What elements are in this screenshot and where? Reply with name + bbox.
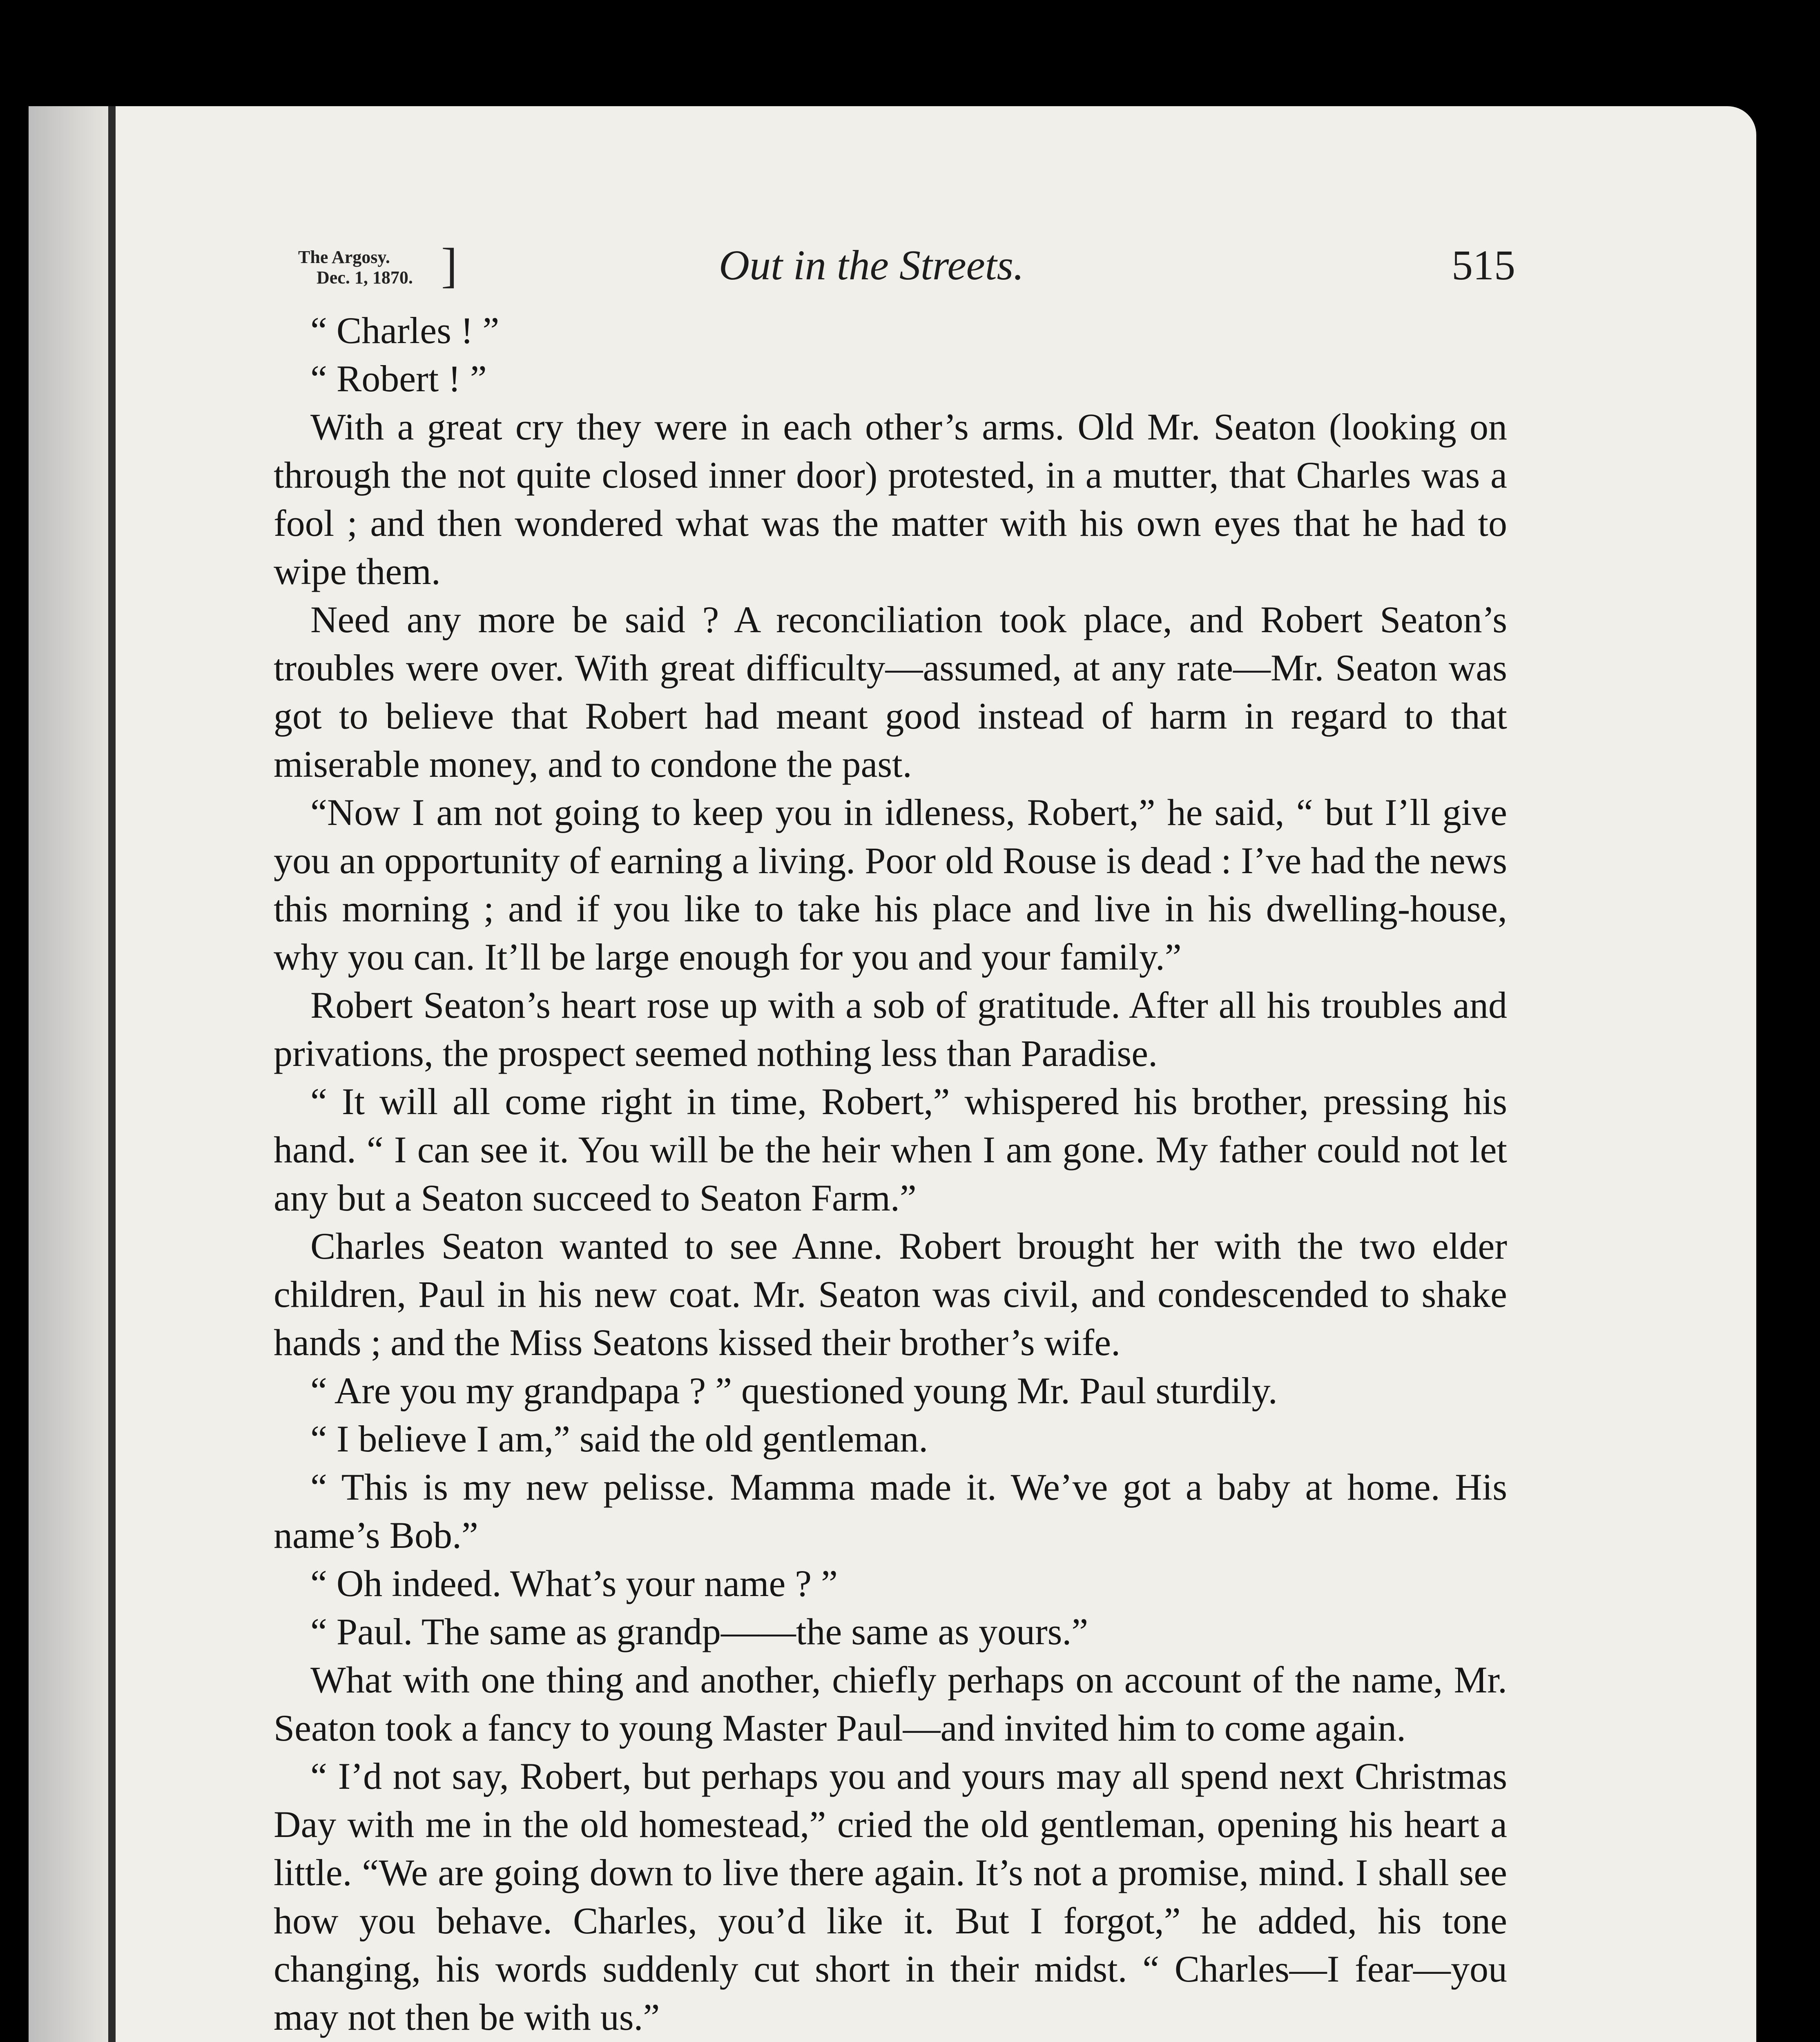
body-text bbox=[274, 306, 1507, 2042]
paragraph: With a great cry they were in each other’s arms. Old Mr. Seaton (looking on through the not quite closed inner door) protested, in a mutter, that Charles was a fool ; and then wondered what was the matter with his own eyes that he had to wipe them. bbox=[274, 406, 1507, 592]
journal-date: Dec. 1, 1870. bbox=[317, 268, 413, 288]
paragraph: “Now I am not going to keep you in idleness, Robert,” he said, “ but I’ll give you an opportunity of earning a living. Poor old Rouse is dead : I’ve had the news this morning ; and if you like to take his place and live in his dwelling-house, why you can. It’ll be large enough for you and your family.” bbox=[274, 791, 1507, 978]
paragraph: “ Oh indeed. What’s your name ? ” bbox=[310, 1563, 838, 1604]
journal-citation bbox=[298, 247, 413, 288]
paragraph: “ Paul. The same as grandp——the same as yours.” bbox=[310, 1611, 1088, 1652]
paragraph: “ This is my new pelisse. Mamma made it. We’ve got a baby at home. His name’s Bob.” bbox=[274, 1466, 1507, 1556]
gutter-edge bbox=[108, 106, 116, 2042]
paragraph: Charles Seaton wanted to see Anne. Robert brought her with the two elder children, Paul in his new coat. Mr. Seaton was civil, and condescended to shake hands ; and the Miss Seatons kissed their brother’s wife. bbox=[274, 1225, 1507, 1363]
paragraph: “ Charles ! ” bbox=[310, 310, 500, 351]
chapter-title: Out in the Streets. bbox=[719, 242, 1024, 289]
running-head bbox=[298, 237, 1515, 306]
gutter-shadow bbox=[29, 106, 108, 2042]
paragraph: What with one thing and another, chiefly perhaps on account of the name, Mr. Seaton took a fancy to young Master Paul—and invited him to come again. bbox=[274, 1659, 1507, 1749]
paragraph: “ Robert ! ” bbox=[310, 358, 487, 399]
citation-bracket: ] bbox=[441, 238, 457, 292]
book-page bbox=[29, 106, 1756, 2042]
paragraph: “ I’d not say, Robert, but perhaps you and yours may all spend next Christmas Day with me in the old homestead,” cried the old gentleman, opening his heart a little. “We are going down to live there again. It’s not a promise, mind. I shall see how you behave. Charles, you’d like it. But I forgot,” he added, his tone changing, his words suddenly cut short in their midst. “ Charles—I fear—you may not then be with us.” bbox=[274, 1755, 1507, 2038]
paragraph: “ Are you my grandpapa ? ” questioned young Mr. Paul sturdily. bbox=[310, 1370, 1278, 1411]
paragraph: Robert Seaton’s heart rose up with a sob of gratitude. After all his troubles and privations, the prospect seemed nothing less than Paradise. bbox=[274, 984, 1507, 1074]
paragraph: “ It will all come right in time, Robert,” whispered his brother, pressing his hand. “ I can see it. You will be the heir when I am gone. My father could not let any but a Seaton succeed to Seaton Farm.” bbox=[274, 1081, 1507, 1219]
paragraph: “ I believe I am,” said the old gentleman. bbox=[310, 1418, 928, 1460]
paragraph: Need any more be said ? A reconciliation took place, and Robert Seaton’s troubles were over. With great difficulty—assumed, at any rate—Mr. Seaton was got to believe that Robert had meant good instead of harm in regard to that miserable money, and to condone the past. bbox=[274, 599, 1507, 785]
page-number: 515 bbox=[1452, 242, 1515, 289]
journal-name: The Argosy. bbox=[298, 247, 390, 267]
